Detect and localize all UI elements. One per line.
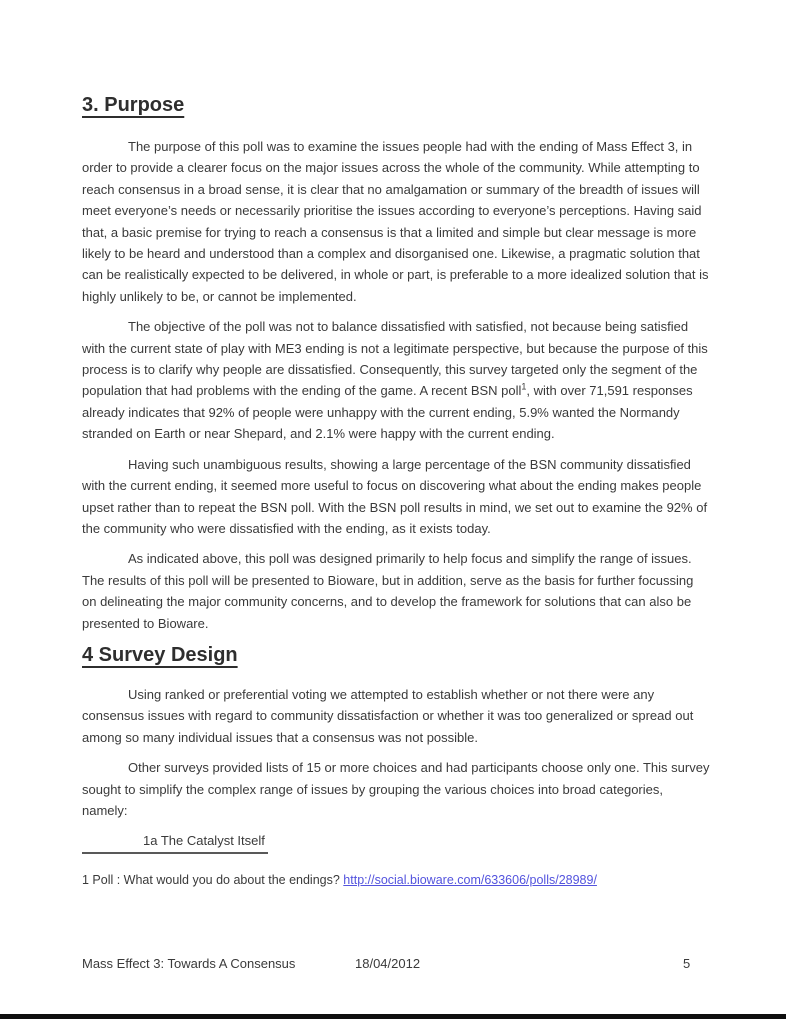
footer-page-number: 5 — [683, 956, 691, 971]
purpose-paragraph-1: The purpose of this poll was to examine the issues people had with the ending of Mass Effect 3, in order to provide a clearer focus on the major issues across the whole of the community. While attempting to reach consensus in a broad sense, it is clear that no amalgamation or summary of the breadth of issues will meet everyone’s needs or necessarily prioritise the issues according to everyone’s perceptions. Having said that, a basic premise for trying to reach a consensus is that a limited and simple but clear message is more likely to be heard and understood than a complex and disorganised one. Likewise, a pragmatic solution that can be realistically expected to be delivered, in whole or part, is preferable to a more idealized solution that is highly unlikely to be, or cannot be implemented. — [82, 139, 709, 304]
purpose-paragraph-2 — [82, 316, 710, 444]
survey-paragraph-1: Using ranked or preferential voting we attempted to establish whether or not there were any consensus issues with regard to community dissatisfaction or whether it was too generalized or spread out among so many individual issues that a consensus was not possible. — [82, 686, 694, 745]
footnote-separator — [82, 852, 268, 854]
footnote-reference-1: 1 — [521, 382, 527, 393]
category-list-item-1a: 1a The Catalyst Itself — [143, 833, 265, 849]
purpose-paragraph-4: As indicated above, this poll was designed primarily to help focus and simplify the range of issues. The results of this poll will be presented to Bioware, but in addition, serve as the basis for further focussing on delineating the major community concerns, and to develop the framework for solutions that can also be presented to Bioware. — [82, 551, 694, 631]
purpose-paragraph-2-text-continued: , with over 71,591 responses already indicates that 92% of people were unhappy with the current ending, 5.9% wanted the Normandy stranded on Earth or near Shepard, and 2.1% were happy with the current ending. — [82, 383, 693, 442]
footer-date: 18/04/2012 — [355, 956, 421, 971]
purpose-paragraph-2-text: The objective of the poll was not to balance dissatisfied with satisfied, not because being satisfied with the current state of play with ME3 ending is not a legitimate perspective, but because the purpose of this process is to clarify why people are dissatisfied. Consequently, this survey targeted only the segment of the population that had problems with the ending of the game. A recent BSN poll — [82, 319, 708, 399]
section-heading-survey-design: 4 Survey Design — [82, 643, 238, 666]
section-heading-purpose: 3. Purpose — [82, 94, 185, 116]
footnote-link[interactable]: http://social.bioware.com/633606/polls/28989/ — [343, 873, 597, 887]
bottom-edge-bar — [0, 1014, 786, 1019]
footnote — [82, 873, 597, 887]
footer-document-title: Mass Effect 3: Towards A Consensus — [82, 956, 296, 971]
survey-paragraph-2: Other surveys provided lists of 15 or more choices and had participants choose only one. This survey sought to simplify the complex range of issues by grouping the various choices into broad categories, namely: — [82, 760, 710, 818]
purpose-paragraph-3: Having such unambiguous results, showing a large percentage of the BSN community dissatisfied with the current ending, it seemed more useful to focus on discovering what about the ending makes people upset rather than to repeat the BSN poll. With the BSN poll results in mind, we set out to examine the 92% of the community who were dissatisfied with the ending, as it exists today. — [82, 456, 708, 536]
footnote-text: 1 Poll : What would you do about the endings? — [82, 873, 344, 887]
